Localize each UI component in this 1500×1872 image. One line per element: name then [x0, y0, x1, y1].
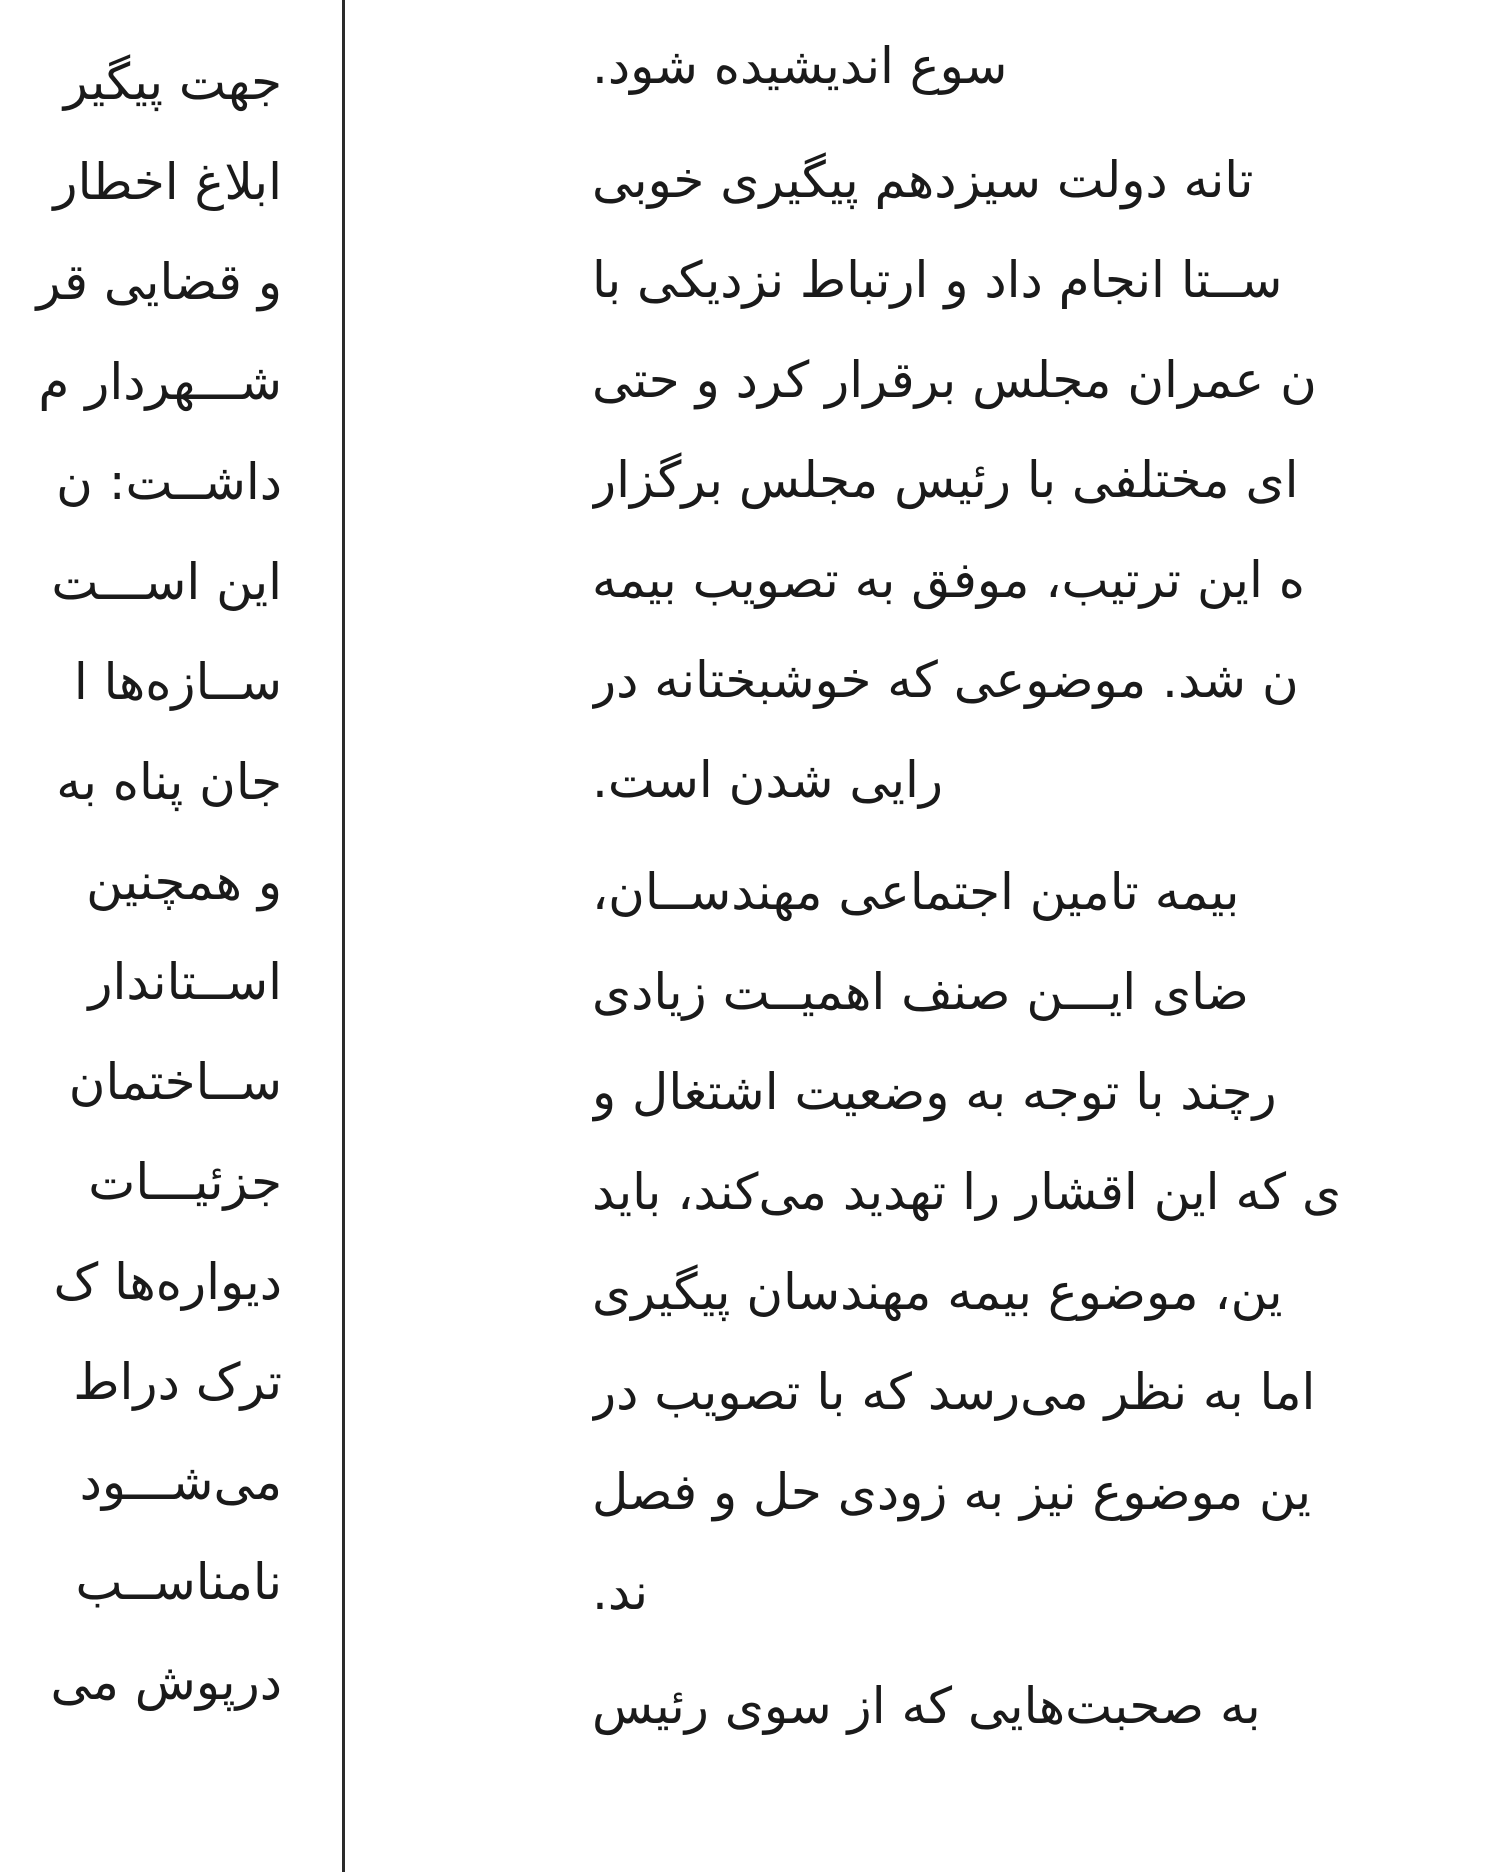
left-line: جزئیـــات: [88, 1153, 282, 1211]
left-line: شـــهردار م: [38, 353, 282, 411]
right-line: به صحبت‌هایی که از سوی رئیس: [592, 1677, 1261, 1735]
right-line: ین موضوع نیز به زودی حل و فصل: [592, 1463, 1312, 1521]
right-line: ند.: [592, 1563, 649, 1621]
left-line: داشــت: ن: [56, 453, 282, 511]
right-line: ین، موضوع بیمه مهندسان پیگیری: [592, 1263, 1283, 1321]
left-line: دیواره‌ها ک: [53, 1253, 282, 1311]
left-line: جهت پیگیر: [63, 53, 282, 111]
left-line: ابلاغ اخطار: [53, 153, 282, 211]
right-line: سوع اندیشیده شود.: [592, 37, 1008, 95]
column-divider: [342, 0, 345, 1872]
right-line: اما به نظر می‌رسد که با تصویب در: [592, 1363, 1316, 1421]
left-line: ســاختمان: [68, 1053, 282, 1111]
left-line: ترک دراط: [73, 1353, 282, 1411]
right-line: بیمه تامین اجتماعی مهندســان،: [592, 863, 1240, 921]
right-line: ســتا انجام داد و ارتباط نزدیکی با: [592, 251, 1283, 309]
left-line: و همچنین: [86, 853, 282, 911]
left-line: و قضایی قر: [36, 253, 282, 311]
right-line: ای مختلفی با رئیس مجلس برگزار: [592, 451, 1299, 509]
right-line: رچند با توجه به وضعیت اشتغال و: [592, 1063, 1277, 1121]
left-text-column: [0, 0, 282, 1872]
left-line: این اســـت: [51, 553, 282, 611]
right-line: تانه دولت سیزدهم پیگیری خوبی: [592, 151, 1254, 209]
right-line: ی که این اقشار را تهدید می‌کند، باید: [592, 1163, 1342, 1221]
left-line: درپوش می: [50, 1653, 282, 1711]
right-line: ن عمران مجلس برقرار کرد و حتی: [592, 351, 1317, 409]
right-line: رایی شدن است.: [592, 751, 944, 809]
left-line: ســازه‌ها ا: [73, 653, 282, 711]
left-line: نامناســب: [75, 1553, 282, 1611]
right-line: ه این ترتیب، موفق به تصویب بیمه: [592, 551, 1305, 609]
left-line: جان پناه به: [56, 753, 282, 811]
right-line: ضای ایـــن صنف اهمیــت زیادی: [592, 963, 1249, 1021]
left-line: می‌شـــود: [79, 1453, 282, 1511]
right-line: ن شد. موضوعی که خوشبختانه در: [592, 651, 1299, 709]
right-text-column: [592, 0, 1500, 1872]
left-line: اســتاندار: [88, 953, 282, 1011]
